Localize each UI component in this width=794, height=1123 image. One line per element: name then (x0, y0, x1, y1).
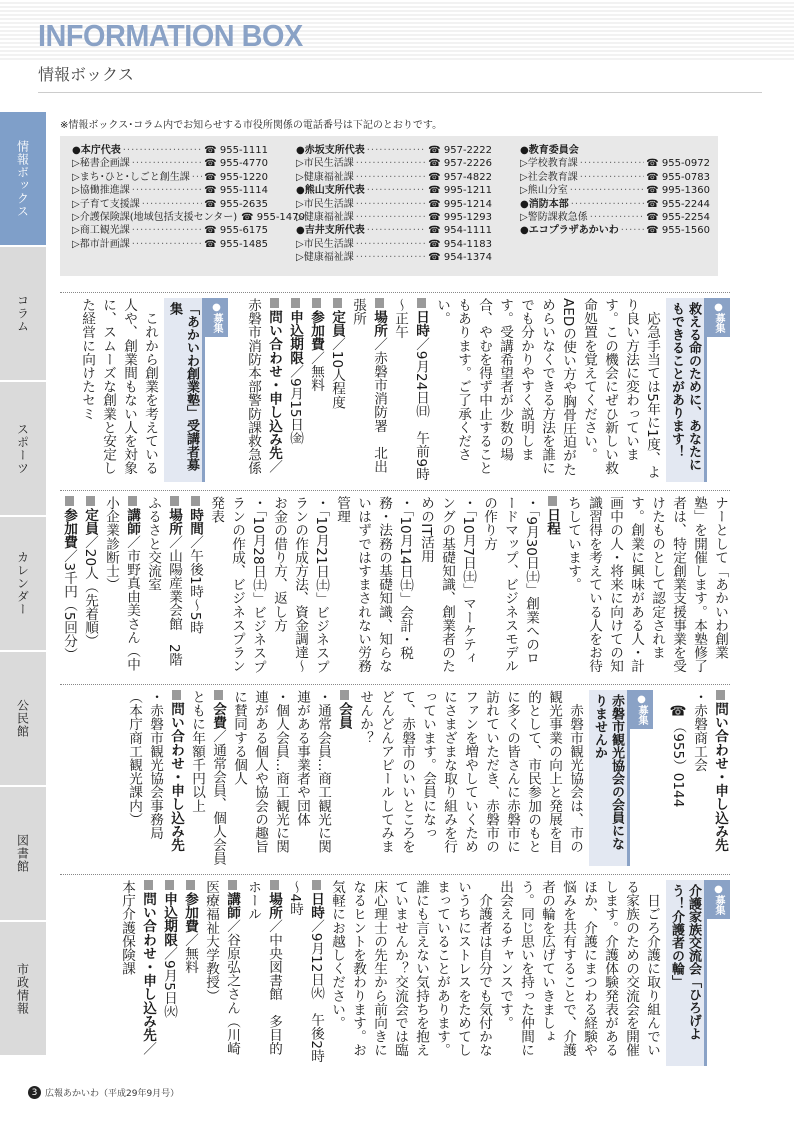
leader-dots (570, 184, 645, 197)
detail-item (284, 880, 326, 1066)
row-divider (60, 292, 730, 293)
article-row (60, 298, 730, 482)
phone-entry (296, 238, 492, 251)
detail-item (60, 496, 79, 676)
bullet-square (312, 880, 321, 890)
leader-dots (192, 171, 203, 184)
phone-column (296, 144, 492, 265)
phone-number: ☎ 954-1183 (428, 238, 492, 250)
phone-number: ☎ 955-1485 (204, 238, 268, 250)
page-number: 3 (28, 1086, 41, 1099)
detail-item (100, 496, 142, 676)
detail-item (541, 496, 562, 676)
detail-item (142, 496, 184, 676)
detail-item (389, 298, 431, 482)
phone-entry (520, 224, 710, 237)
article-paragraph: ・赤磐商工会 (691, 690, 707, 772)
article-paragraph: 介護者は自分でも気付かないうちにストレスをためてしまっていることがあります。誰にも言えない気持ちを抱えていませんか？交流会では臨床心理士の先生から前向きになるヒントを教わります。お気軽にお越しください。 (329, 880, 492, 1057)
tab-info-box[interactable]: 情報ボックス (0, 112, 46, 246)
detail-value: ／10人程度 (329, 337, 345, 409)
detail-key: 日程 (544, 508, 560, 536)
phone-number: ☎ 957-2222 (428, 145, 492, 156)
bullet-square (375, 298, 384, 308)
phone-label: ▷熊山分室 (520, 185, 568, 197)
phone-label: ▷秘書企画課 (72, 158, 130, 170)
article-paragraph: ・「10月14日㈯」会計・税務・法務の基礎知識、知らないはずではすまされない労務管理 (334, 496, 413, 673)
detail-key: 問い合わせ・申し込み先 (140, 892, 156, 1042)
leader-dots (356, 251, 427, 264)
detail-value: ／赤磐市消防本部警防課救急係 (245, 298, 282, 475)
spacer (653, 690, 667, 866)
leader-dots (621, 224, 644, 237)
detail-key: 会費 (210, 702, 226, 730)
tab-city-info[interactable]: 市政情報 (0, 922, 46, 1056)
leader-dots (142, 198, 203, 211)
phone-label: ▷子育て支援課 (72, 198, 140, 210)
article-paragraph: 応急手当ては5年に1度、より良い方法に変わっています。この機会にぜひ新しい救命処置を覚えてください。AEDの使い方や胸骨圧迫がためらいなくできる方法を誰にでも分かりやすく説明します。受講希望者が少数の場合、やむを得ず中止することもあります。ご了承ください。 (434, 298, 660, 479)
phone-number: ☎ 955-1220 (204, 171, 268, 183)
detail-item (116, 880, 158, 1066)
bullet-square (228, 880, 237, 890)
detail-item (179, 880, 200, 1066)
detail-value: ／本庁介護保険課 (119, 880, 156, 1056)
bullet-square (86, 496, 95, 506)
detail-value: ／赤磐市消防署 北出張所 (350, 298, 387, 474)
leader-dots (356, 211, 427, 224)
article-row (60, 496, 730, 676)
phone-entry (520, 144, 710, 157)
phone-label: ●熊山支所代表 (296, 185, 365, 197)
phone-number: ☎ 995-1293 (428, 212, 492, 224)
detail-item (200, 880, 242, 1066)
phone-number: ☎ 955-6175 (204, 225, 268, 237)
leader-dots (132, 184, 203, 197)
phone-number: ☎ 955-2244 (646, 198, 710, 210)
article-row (60, 690, 730, 866)
detail-value: ／9月5日㈫ (161, 946, 177, 1019)
detail-item (347, 298, 389, 482)
phone-number: ☎ 954-1111 (428, 225, 492, 237)
phone-label: ▷学校教育課 (520, 158, 578, 170)
page-title: INFORMATION BOX (38, 18, 303, 53)
article-paragraph: ・「10月21日㈯」ビジネスプランの作成方法、資金調達～お金の借り方、返し方 (271, 496, 329, 674)
recruit-badge: ●募集 (630, 690, 653, 729)
phone-label: ●本庁代表 (72, 145, 121, 156)
bullet-square (340, 690, 349, 700)
bullet-square (186, 880, 195, 890)
detail-key: 場所 (266, 892, 282, 920)
phone-label: ▷商工観光課 (72, 225, 130, 237)
leader-dots (367, 144, 426, 157)
phone-label: ●吉井支所代表 (296, 225, 365, 237)
phone-entry (296, 144, 492, 157)
phone-number: ☎ 955-1114 (204, 185, 268, 197)
bullet-square (214, 690, 223, 700)
bullet-square (548, 496, 557, 506)
footer-text: 広報あかいわ（平成29年9月号） (45, 1089, 180, 1099)
phone-label: ▷市民生活課 (296, 238, 354, 250)
article-row (60, 880, 730, 1066)
phone-label: ●消防本部 (520, 198, 569, 210)
phone-label: ▷健康福祉課 (296, 212, 354, 224)
row-divider (60, 490, 730, 491)
detail-item (79, 496, 100, 676)
recruit-badge: ●募集 (205, 298, 228, 337)
detail-value: ／谷原弘之さん（川崎医療福祉大学教授） (203, 880, 240, 1056)
detail-value: ／3千円（5回分） (61, 548, 77, 662)
phone-label: ▷健康福祉課 (296, 171, 354, 183)
leader-dots (580, 157, 645, 170)
tab-kominkan[interactable]: 公民館 (0, 652, 46, 786)
bullet-square (65, 496, 74, 506)
detail-key: 場所 (371, 310, 387, 338)
phone-label: ▷警防課救急係 (520, 212, 588, 224)
phone-label: ●赤坂支所代表 (296, 145, 365, 156)
bullet-square (270, 880, 279, 890)
leader-dots (571, 198, 644, 211)
detail-key: 日時 (308, 892, 324, 920)
detail-value: ／通常会員、個人会員ともに年額千円以上 (189, 690, 226, 866)
detail-item (284, 298, 305, 482)
article-heading: 救える命のために、あなたにもできることがあります！ (666, 298, 707, 482)
phone-number: ☎ 954-1374 (428, 252, 492, 264)
phone-label: ▷社会教育課 (520, 171, 578, 183)
bullet-square (128, 496, 137, 506)
phone-entry (72, 224, 268, 237)
detail-key: 講師 (124, 508, 140, 536)
phone-entry (296, 251, 492, 264)
detail-key: 定員 (329, 310, 345, 338)
detail-value: ／市野真由美さん（中小企業診断士） (103, 496, 140, 672)
phone-label: ▷市民生活課 (296, 198, 354, 210)
page-footer (28, 1086, 179, 1099)
leader-dots (356, 171, 427, 184)
phone-entry (296, 224, 492, 237)
phone-entry (520, 211, 710, 224)
phone-number: ☎ 995-1360 (646, 185, 710, 197)
phone-column (520, 144, 710, 238)
phone-entry (296, 184, 492, 197)
leader-dots (132, 224, 203, 237)
bullet-square (291, 298, 300, 308)
detail-value: ／午後1時～5時 (187, 535, 203, 635)
detail-value: ／無料 (308, 350, 324, 392)
detail-key: 場所 (166, 508, 182, 536)
bullet-square (312, 298, 321, 308)
tab-sports[interactable]: スポーツ (0, 382, 46, 516)
leader-dots (356, 157, 427, 170)
bullet-square (417, 298, 426, 308)
detail-item (242, 298, 284, 482)
detail-value: ／中央図書館 多目的ホール (245, 880, 282, 1056)
row-divider (60, 684, 730, 685)
article-paragraph: ・「10月28日㈯」ビジネスプランの作成、ビジネスプラン発表 (208, 496, 266, 674)
phone-directory (60, 136, 718, 276)
phone-number: ☎ 995-1211 (428, 185, 492, 197)
detail-item (305, 298, 326, 482)
leader-dots (123, 144, 202, 157)
phone-entry (520, 198, 710, 211)
detail-item (326, 298, 347, 482)
detail-key: 問い合わせ・申し込み先 (266, 310, 282, 460)
bullet-square (716, 690, 725, 700)
article-heading: 赤磐市観光協会の会員になりませんか (589, 690, 630, 866)
row-divider (60, 874, 730, 875)
phone-note: ※情報ボックス･コラム内でお知らせする市役所関係の電話番号は下記のとおりです。 (60, 120, 443, 131)
detail-value: ／9月15日㈮ (287, 364, 303, 445)
detail-key: 申込期限 (161, 892, 177, 947)
phone-number: ☎ 955-1560 (646, 225, 710, 237)
article-paragraph: ・赤磐市観光協会事務局（本庁商工観光課内） (126, 690, 163, 840)
detail-value: ／9月24日㈰ 午前9時～正午 (392, 298, 429, 481)
phone-entry (72, 238, 268, 251)
detail-value: ／20人（先着順） (82, 535, 98, 648)
phone-number: ☎ 955-1111 (204, 145, 268, 156)
phone-label: ▷健康福祉課 (296, 252, 354, 264)
phone-entry (72, 171, 268, 184)
bullet-square (191, 496, 200, 506)
phone-entry (72, 144, 268, 157)
detail-key: 会員 (336, 702, 352, 730)
phone-number: ☎ 955-0972 (646, 158, 710, 170)
phone-number: ☎ 955-2635 (204, 198, 268, 210)
phone-entry (520, 157, 710, 170)
phone-column (72, 144, 305, 251)
phone-label: ▷まち･ひと･しごと創生課 (72, 171, 190, 183)
leader-dots (356, 198, 427, 211)
detail-key: 申込期限 (287, 310, 303, 365)
detail-key: 時間 (187, 508, 203, 536)
phone-number: ☎ 955-2254 (646, 212, 710, 224)
tab-column[interactable]: コラム (0, 247, 46, 381)
bullet-square (333, 298, 342, 308)
detail-key: 参加費 (182, 892, 198, 933)
leader-dots (367, 224, 426, 237)
tab-calendar[interactable]: カレンダー (0, 517, 46, 651)
phone-label: ▷介護保険課(地域包括支援センター) (72, 212, 238, 224)
phone-entry (72, 184, 268, 197)
phone-label: ●教育委員会 (520, 145, 579, 156)
article-heading: 「あかいわ創業塾」受講者募集 (164, 298, 205, 482)
article-paragraph: これから創業を考えている人や、創業間もない人を対象に、スムーズな創業と安定した経営に向けたセミ (79, 298, 158, 475)
leader-dots (356, 238, 427, 251)
article-paragraph: 赤磐市観光協会は、市の観光事業の向上と発展を目的として、市民参加のもとに多くの皆さんに赤磐市に訪れていただき、赤磐市のファンを増やしていくためにさまざまな取り組みを行っています。会員になって、赤磐市のいいところをどんどんアピールしてみませんか？ (357, 690, 583, 854)
detail-item (158, 880, 179, 1066)
detail-key: 問い合わせ・申し込み先 (712, 702, 728, 852)
article-paragraph: ☎（955）0144 (670, 690, 686, 808)
phone-entry (296, 198, 492, 211)
phone-number: ☎ 957-4822 (428, 171, 492, 183)
detail-item (186, 690, 228, 866)
phone-entry (72, 211, 305, 224)
phone-entry (72, 157, 268, 170)
phone-entry (520, 184, 710, 197)
article-paragraph: ・個人会員…商工観光に関連がある個人や協会の趣旨に賛同する個人 (231, 690, 289, 854)
detail-item (333, 690, 354, 866)
phone-number: ☎ 957-2226 (428, 158, 492, 170)
page-subtitle: 情報ボックス (38, 65, 134, 84)
tab-library[interactable]: 図書館 (0, 787, 46, 921)
phone-number: ☎ 955-1470 (241, 212, 305, 224)
detail-item (709, 690, 730, 866)
phone-label: ●エコプラザあかいわ (520, 225, 619, 237)
phone-label: ▷都市計画課 (72, 238, 130, 250)
recruit-badge: ●募集 (707, 880, 730, 919)
detail-key: 日時 (413, 310, 429, 338)
phone-label: ▷協働推進課 (72, 185, 130, 197)
detail-value: ／9月12日㈫ 午後2時～4時 (287, 880, 324, 1063)
phone-entry (72, 198, 268, 211)
phone-label: ▷市民生活課 (296, 158, 354, 170)
leader-dots (367, 184, 426, 197)
bullet-square (170, 496, 179, 506)
bullet-square (172, 690, 181, 700)
phone-entry (296, 211, 492, 224)
phone-entry (520, 171, 710, 184)
bullet-square (165, 880, 174, 890)
detail-key: 参加費 (61, 508, 77, 549)
leader-dots (132, 238, 203, 251)
detail-item (242, 880, 284, 1066)
bullet-square (270, 298, 279, 308)
detail-value: ／山陽産業会館 2階ふるさと交流室 (145, 496, 182, 667)
bullet-square (144, 880, 153, 890)
detail-item (184, 496, 205, 676)
phone-number: ☎ 955-4770 (204, 158, 268, 170)
article-paragraph: ナーとして「あかいわ創業塾」を開催します。本塾修了者は、特定創業支援事業を受けたものとして認定されます。創業に興味がある人・計画中の人・将来に向けての知識習得を考えている人をお待ちしています。 (565, 496, 728, 673)
article-paragraph: ・「10月7日㈯」マーケティングの基礎知識、創業者のためのIT活用 (418, 496, 476, 673)
detail-value: ／無料 (182, 932, 198, 974)
leader-dots (590, 211, 645, 224)
recruit-badge: ●募集 (707, 298, 730, 337)
leader-dots (132, 157, 203, 170)
article-paragraph: 日ごろ介護に取り組んでいる家族のための交流会を開催します。介護体験発表があるほか、介護にまつわる経験や悩みを共有することで、介護者の輪を広げていきましょう。同じ思いを持った仲間に出会えるチャンスです。 (497, 880, 660, 1057)
article-paragraph: ・通常会員…商工観光に関連がある事業者や団体 (294, 690, 331, 854)
detail-key: 定員 (82, 508, 98, 536)
detail-key: 問い合わせ・申し込み先 (168, 702, 184, 852)
phone-number: ☎ 995-1214 (428, 198, 492, 210)
header-divider (38, 92, 762, 93)
phone-number: ☎ 955-0783 (646, 171, 710, 183)
leader-dots (580, 171, 645, 184)
detail-key: 参加費 (308, 310, 324, 351)
phone-entry (296, 171, 492, 184)
phone-entry (296, 157, 492, 170)
article-paragraph: ・「9月30日㈯」創業へのロードマップ、ビジネスモデルの作り方 (481, 496, 539, 673)
spacer (228, 298, 242, 482)
detail-item (165, 690, 186, 866)
detail-key: 講師 (224, 892, 240, 920)
article-heading: 介護家族交流会「ひろげよう！介護者の輪」 (666, 880, 707, 1066)
